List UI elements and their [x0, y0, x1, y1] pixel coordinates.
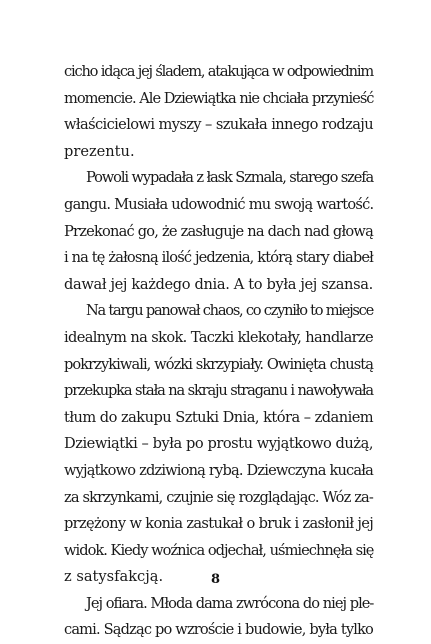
text-line: tłum do zakupu Sztuki Dnia, która – zdaniem [64, 408, 374, 426]
text-line: dawał jej każdego dnia. A to była jej szansa. [64, 275, 373, 293]
text-line: właścicielowi myszy – szukała innego rodzaju [64, 116, 373, 134]
text-line: przężony w konia zastukał o bruk i zasłonił jej [64, 515, 374, 533]
text-line: Na targu panował chaos, co czyniło to miejsce [86, 302, 373, 320]
text-line: za skrzynkami, czujnie się rozglądając. Wóz za- [64, 488, 373, 506]
page-number: 8 [210, 572, 221, 587]
text-line: cicho idąca jej śladem, atakująca w odpowiednim [64, 63, 374, 80]
text-line: cami. Sądząc po wzroście i budowie, była tylko [64, 621, 373, 639]
text-line: pokrzykiwali, wózki skrzypiały. Owinięta chustą [64, 355, 373, 373]
text-line: momencie. Ale Dziewiątka nie chciała przynieść [64, 89, 374, 107]
body-text [64, 59, 373, 644]
text-line: i na tę żałosną ilość jedzenia, którą stary diabeł [64, 249, 373, 267]
text-line: Przekonać go, że zasługuje na dach nad głową [64, 222, 373, 240]
text-line: Dziewiątki – była po prostu wyjątkowo dużą, [64, 435, 373, 453]
text-line: widok. Kiedy woźnica odjechał, uśmiechnęła się [64, 541, 374, 559]
text-line: idealnym na skok. Taczki klekotały, handlarze [64, 328, 373, 346]
text-line: Jej ofiara. Młoda dama zwrócona do niej ple- [86, 594, 374, 612]
text-line: gangu. Musiała udowodnić mu swoją wartość. [64, 195, 374, 213]
text-line: z satysfakcją. [64, 568, 164, 586]
text-line: wyjątkowo zdziwioną rybą. Dziewczyna kucała [64, 461, 373, 479]
text-line: prezentu. [64, 142, 135, 160]
text-line: Powoli wypadała z łask Szmala, starego szefa [86, 169, 374, 187]
text-line: przekupka stała na skraju straganu i nawoływała [64, 382, 373, 400]
